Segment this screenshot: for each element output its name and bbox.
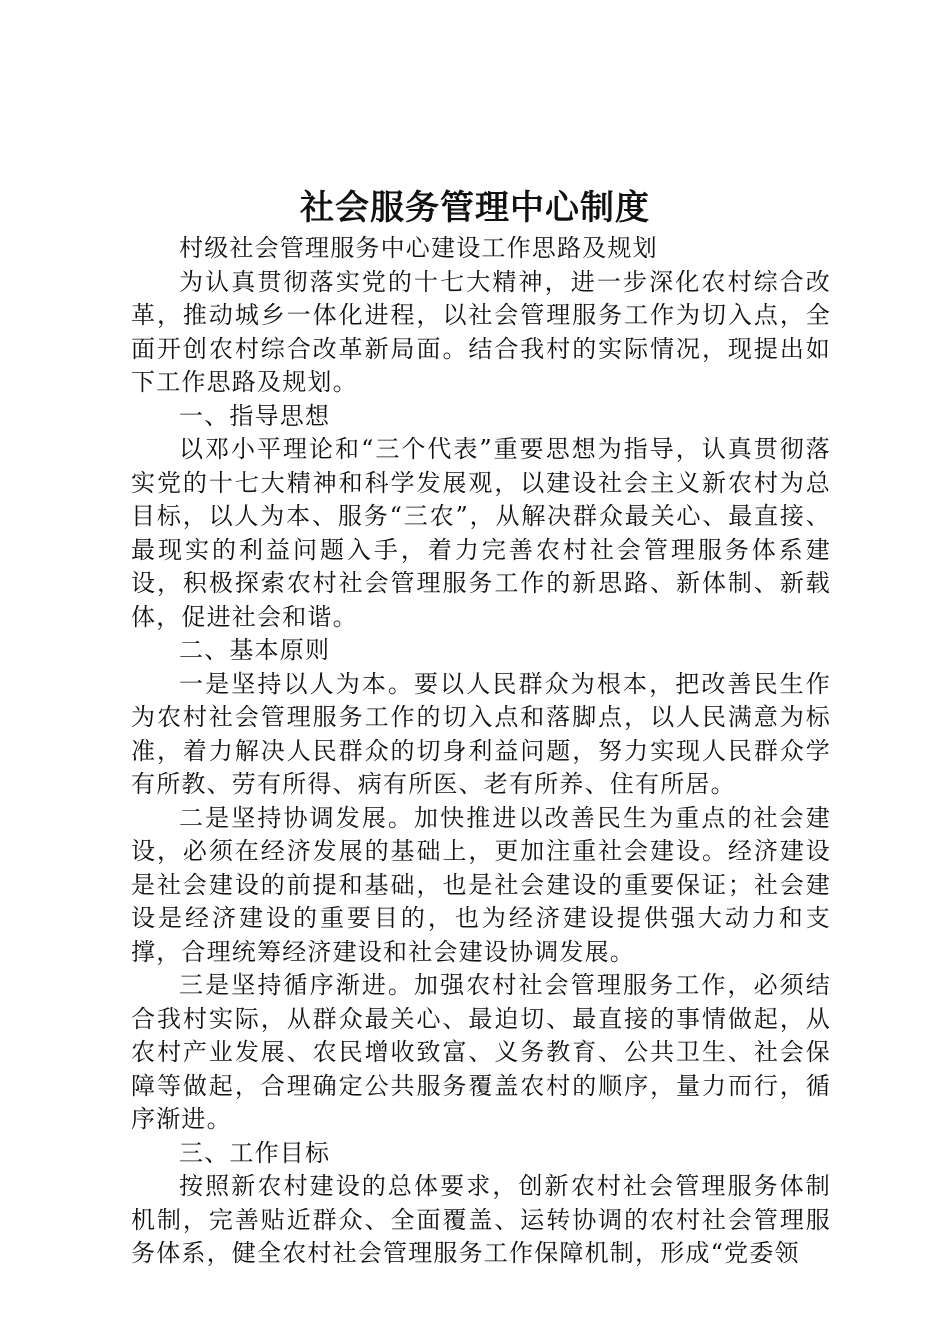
document-subtitle: 村级社会管理服务中心建设工作思路及规划 <box>179 234 658 262</box>
principle-people-oriented: 一是坚持以人为本。要以人民群众为根本，把改善民生作为农村社会管理服务工作的切入点和落脚点，以人民满意为标准，着力解决人民群众的切身利益问题，努力实现人民群众学有所教、劳有所得、病有所医、老有所养、住有所居。 <box>131 669 831 798</box>
section-heading-basic-principles: 二、基本原则 <box>179 636 331 664</box>
principle-coordinated-development: 二是坚持协调发展。加快推进以改善民生为重点的社会建设，必须在经济发展的基础上，更加注重社会建设。经济建设是社会建设的前提和基础，也是社会建设的重要保证；社会建设是经济建设的重要目的，也为经济建设提供强大动力和支撑，合理统筹经济建设和社会建设协调发展。 <box>131 803 831 966</box>
intro-paragraph: 为认真贯彻落实党的十七大精神，进一步深化农村综合改革，推动城乡一体化进程，以社会管理服务工作为切入点，全面开创农村综合改革新局面。结合我村的实际情况，现提出如下工作思路及规划。 <box>131 267 831 396</box>
principle-step-by-step: 三是坚持循序渐进。加强农村社会管理服务工作，必须结合我村实际，从群众最关心、最迫切、最直接的事情做起，从农村产业发展、农民增收致富、义务教育、公共卫生、社会保障等做起，合理确定公共服务覆盖农村的顺序，量力而行，循序渐进。 <box>131 971 831 1133</box>
work-goals-paragraph: 按照新农村建设的总体要求，创新农村社会管理服务体制机制，完善贴近群众、全面覆盖、运转协调的农村社会管理服务体系，健全农村社会管理服务工作保障机制，形成“党委领 <box>131 1172 831 1267</box>
section-heading-work-goals: 三、工作目标 <box>179 1138 331 1167</box>
document-body <box>131 232 831 1271</box>
document-title: 社会服务管理中心制度 <box>300 188 650 228</box>
guiding-thought-paragraph: 以邓小平理论和“三个代表”重要思想为指导，认真贯彻落实党的十七大精神和科学发展观，以建设社会主义新农村为总目标，以人为本、服务“三农”，从解决群众最关心、最直接、最现实的利益问题入手，着力完善农村社会管理服务体系建设，积极探索农村社会管理服务工作的新思路、新体制、新载体，促进社会和谐。 <box>131 435 831 631</box>
section-heading-guiding-thought: 一、指导思想 <box>179 401 331 430</box>
